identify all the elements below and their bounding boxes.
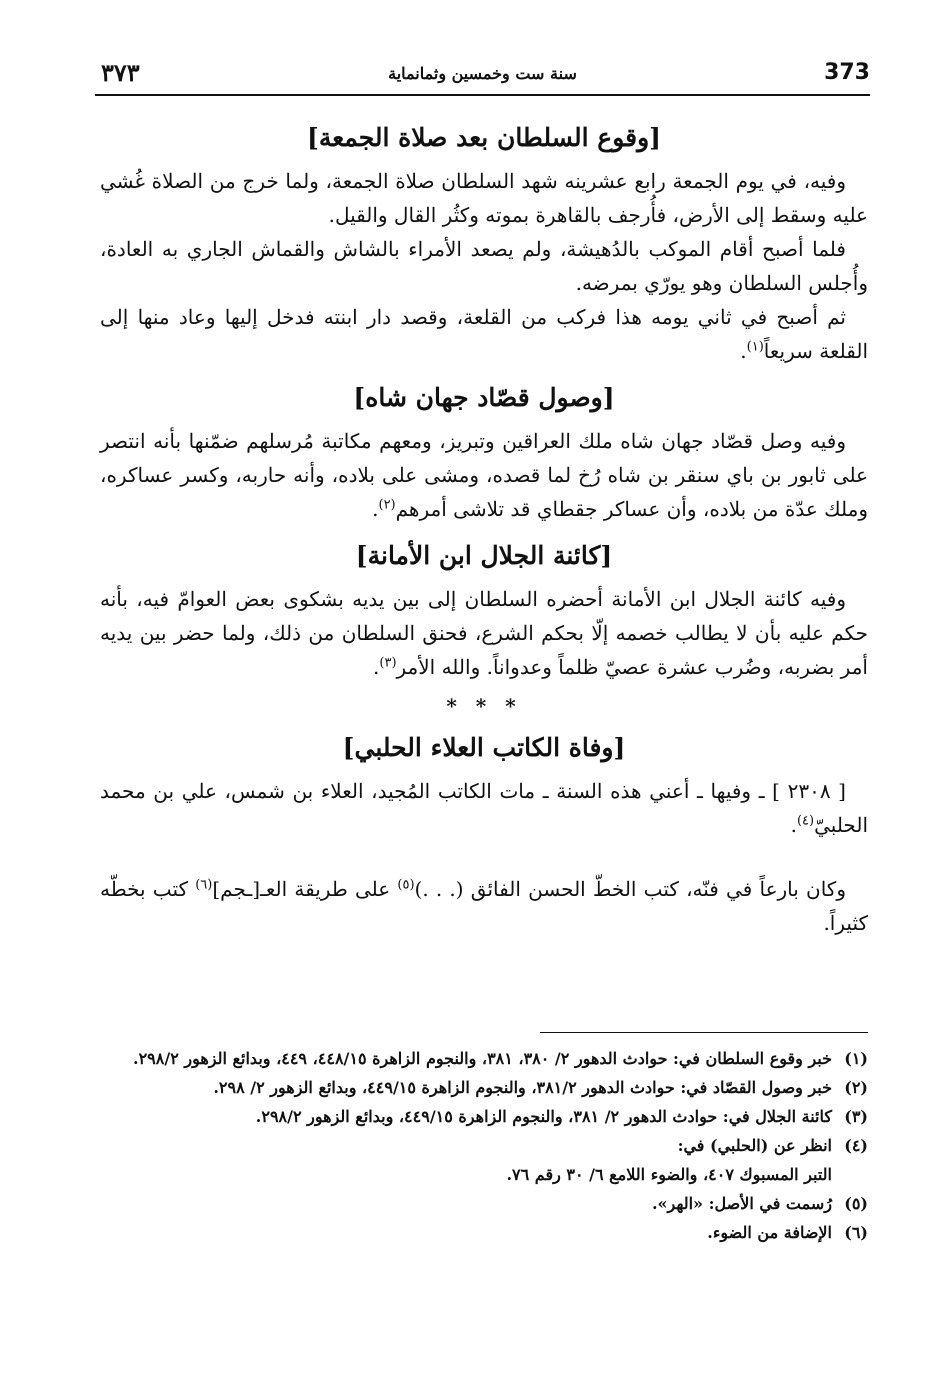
footnote-text: خبر وصول القصّاد في: حوادث الدهور ٣٨١/٢، والنجوم الزاهرة ٤٤٩/١٥، وبدائع الزهور ٢/ ٢٩٨. bbox=[213, 1078, 832, 1097]
section-heading: [وقوع السلطان بعد صلاة الجمعة] bbox=[307, 123, 661, 152]
header-rule bbox=[95, 94, 870, 96]
paragraph-end: . bbox=[372, 497, 379, 521]
paragraph-text: كتب بخطّه كثيراً. bbox=[100, 877, 868, 935]
paragraph bbox=[100, 300, 868, 368]
paragraph-text: وفيه وصل قصّاد جهان شاه ملك العراقين وتبريز، ومعهم مكاتبة مُرسلهم ضمّنها بأنه انتصر على ثابور بن باي سنقر بن شاه رُخ لما قصده، ومشى على بلاده، وأنه حاربه، وكسر عساكره، وملك عدّة من بلاده، وأن عساكر جقطاي قد تلاشى أمرهم bbox=[100, 429, 868, 521]
footnote bbox=[100, 1218, 868, 1247]
paragraph bbox=[100, 582, 868, 684]
paragraph-end: . bbox=[373, 655, 380, 679]
main-text bbox=[100, 118, 868, 940]
footnote-text: التبر المسبوك ٤٠٧، والضوء اللامع ٦/ ٣٠ رقم ٧٦. bbox=[506, 1165, 832, 1184]
footnote-number: (٢) bbox=[844, 1078, 868, 1097]
footnote-ref[interactable]: (٦) bbox=[195, 877, 213, 893]
paragraph bbox=[100, 424, 868, 526]
footnote-number: (١) bbox=[844, 1049, 868, 1068]
footnote-text: رُسمت في الأصل: «الهر». bbox=[651, 1194, 832, 1213]
footnote bbox=[100, 1102, 868, 1131]
footnote-rule bbox=[540, 1032, 868, 1033]
footnote-number: (٣) bbox=[844, 1107, 868, 1126]
page-number-latin: 373 bbox=[824, 60, 870, 85]
footnote-ref[interactable]: (١) bbox=[746, 339, 764, 355]
footnote bbox=[100, 1073, 868, 1102]
footnote-ref[interactable]: (٥) bbox=[397, 877, 415, 893]
paragraph bbox=[100, 164, 868, 232]
paragraph bbox=[100, 872, 868, 940]
footnote-ref[interactable]: (٤) bbox=[796, 813, 815, 829]
footnote-number: (٤) bbox=[844, 1136, 868, 1155]
paragraph-text: ثم أصبح في ثاني يومه هذا فركب من القلعة، وقصد دار ابنته فدخل إليها وعاد منها إلى القلعة سريعاً bbox=[100, 305, 868, 363]
running-header bbox=[95, 58, 870, 92]
footnote bbox=[100, 1044, 868, 1073]
paragraph-text: [ ٢٣٠٨ ] ـ وفيها ـ أعني هذه السنة ـ مات الكاتب المُجيد، العلاء بن شمس، علي بن محمد الحلبيّ bbox=[100, 779, 868, 837]
footnote-number: (٦) bbox=[844, 1223, 868, 1242]
footnote-text: الإضافة من الضوء. bbox=[707, 1223, 832, 1242]
page-number-arabic: ٣٧٣ bbox=[101, 58, 140, 87]
paragraph-text: وفيه، في يوم الجمعة رابع عشرينه شهد السلطان صلاة الجمعة، ولما خرج من الصلاة غُشي عليه وسقط إلى الأرض، فأُرجف بالقاهرة بموته وكثُر القال والقيل. bbox=[100, 169, 868, 227]
paragraph bbox=[100, 232, 868, 300]
footnote-text: كائنة الجلال في: حوادث الدهور ٢/ ٣٨١، والنجوم الزاهرة ٤٤٩/١٥، وبدائع الزهور ٢٩٨/٢. bbox=[255, 1107, 832, 1126]
footnotes bbox=[100, 1044, 868, 1247]
section-separator: * * * bbox=[446, 694, 522, 718]
footnote-ref[interactable]: (٢) bbox=[378, 497, 396, 513]
section-heading: [وفاة الكاتب العلاء الحلبي] bbox=[342, 733, 626, 762]
footnote-text: انظر عن (الحلبي) في: bbox=[677, 1136, 832, 1155]
footnote-text: خبر وقوع السلطان في: حوادث الدهور ٢/ ٣٨٠، ٣٨١، والنجوم الزاهرة ٤٤٨/١٥، ٤٤٩، وبدائع الزهور ٢٩٨/٢. bbox=[132, 1049, 832, 1068]
footnote-ref[interactable]: (٣) bbox=[379, 655, 397, 671]
section-heading: [كائنة الجلال ابن الأمانة] bbox=[355, 541, 613, 570]
paragraph-text: على طريقة العـ[ـجم] bbox=[212, 877, 398, 901]
footnote bbox=[100, 1189, 868, 1218]
section-heading: [وصول قصّاد جهان شاه] bbox=[353, 383, 615, 412]
paragraph-end: . bbox=[740, 339, 747, 363]
paragraph-text: وكان بارعاً في فنّه، كتب الخطّ الحسن الفائق (. . .) bbox=[414, 877, 846, 901]
footnote-number: (٥) bbox=[844, 1194, 868, 1213]
footnote bbox=[100, 1160, 868, 1189]
paragraph-text: فلما أصبح أقام الموكب بالدُهيشة، ولم يصعد الأمراء بالشاش والقماش الجاري به العادة، وأُجلس السلطان وهو يورّي بمرضه. bbox=[100, 237, 868, 295]
paragraph bbox=[100, 774, 868, 842]
footnote-number bbox=[832, 1160, 868, 1189]
footnote bbox=[100, 1131, 868, 1160]
paragraph-end: . bbox=[790, 813, 797, 837]
paragraph-text: وفيه كائنة الجلال ابن الأمانة أحضره السلطان إلى بين يديه بشكوى بعض العوامّ فيه، بأنه حكم عليه بأن لا يطالب خصمه إلّا بحكم الشرع، فحنق السلطان من ذلك، ولما حضر بين يديه أمر بضربه، وضُرب عشرة عصيّ ظلماً وعدواناً. والله الأمر bbox=[100, 587, 868, 679]
running-title: سنة ست وخمسين وثمانماية bbox=[388, 64, 577, 83]
